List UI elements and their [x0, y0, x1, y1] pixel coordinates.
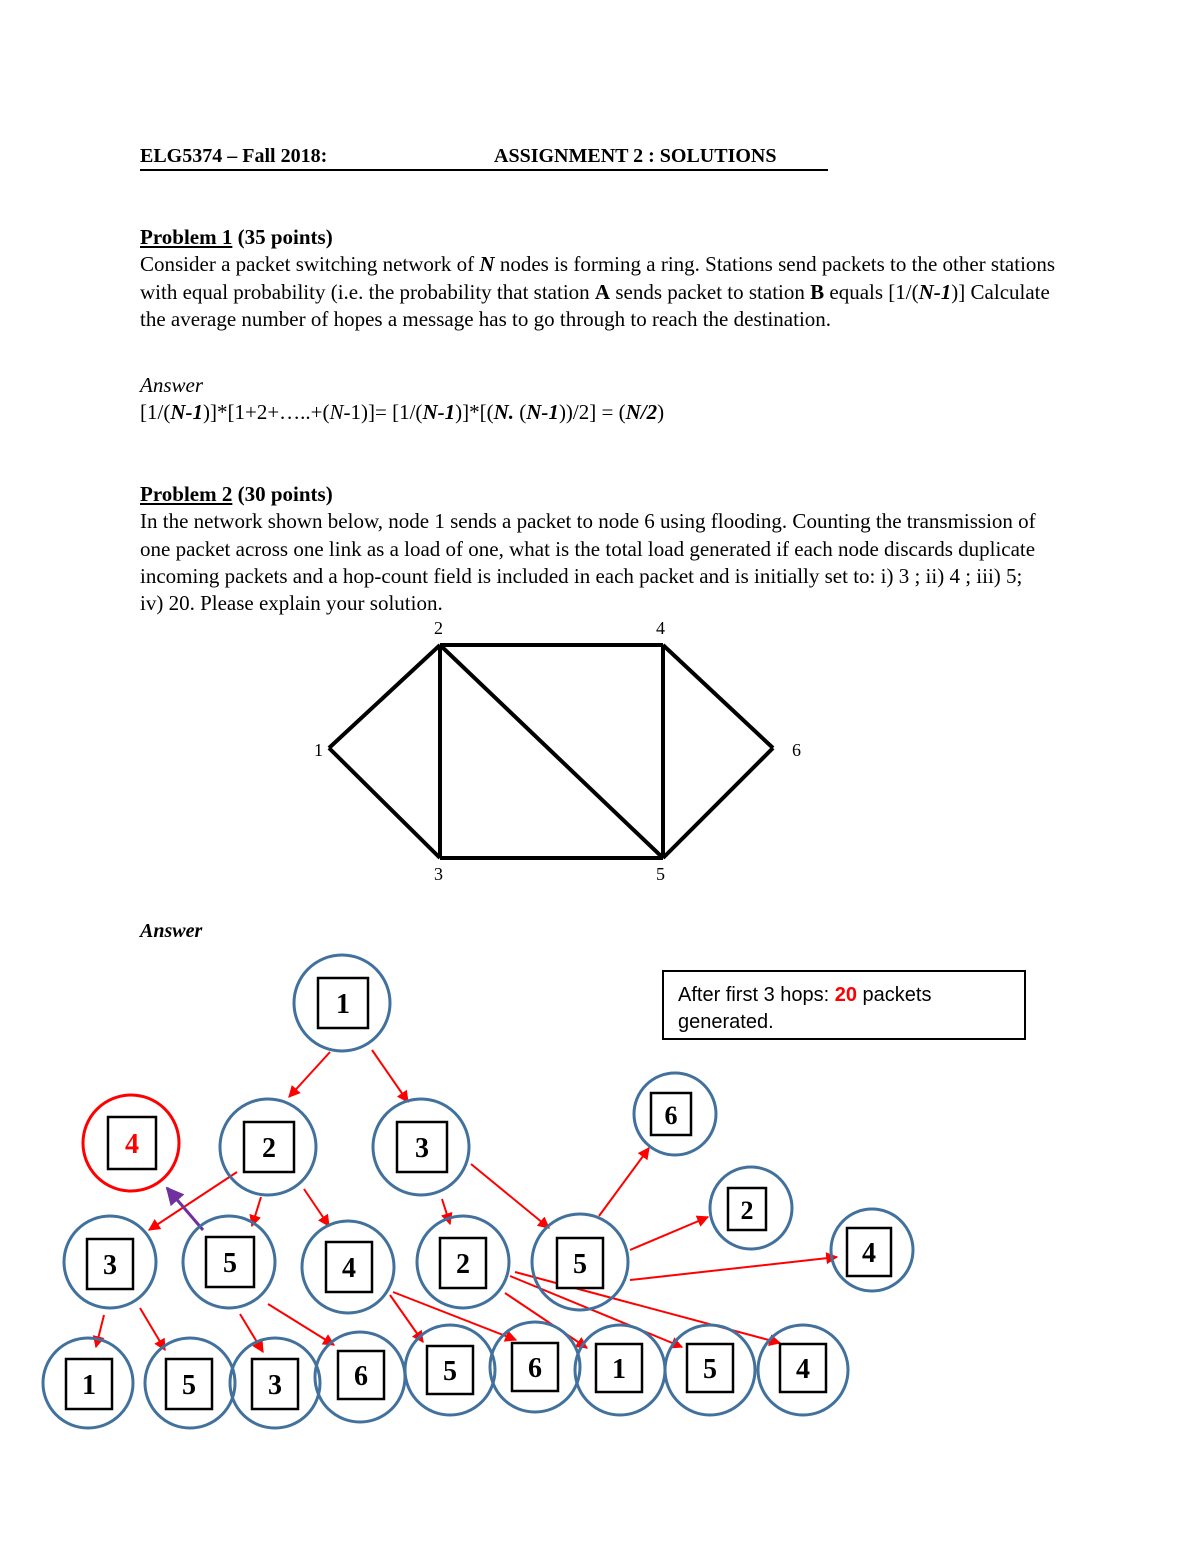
problem-2-answer-label: Answer — [140, 920, 203, 942]
problem-2-text: In the network shown below, node 1 sends a packet to node 6 using flooding. Counting the transmission of one packet across one link as a load of one, what is the total load generated if each node discards duplicate incoming packets and a hop-count field is included in each packet and is initially set to: i) 3 ; ii) 4 ; iii) 5; iv) 20. Please explain your solution. — [140, 509, 1036, 616]
text-segment: N/2 — [625, 400, 658, 425]
graph-node-label-3: 3 — [434, 864, 443, 884]
assignment-title: ASSIGNMENT 2 : SOLUTIONS — [494, 145, 777, 167]
text-segment: [1/( — [140, 400, 171, 425]
result-callout — [662, 970, 1026, 1040]
text-segment: N-1 — [526, 400, 559, 425]
callout-number: 20 — [834, 984, 857, 1006]
graph-node-label-4: 4 — [656, 618, 665, 638]
text-segment: ( — [514, 400, 527, 425]
arrow-4-6 — [393, 1292, 516, 1340]
text-segment: equals [1/( — [824, 279, 919, 304]
problem-2-title: Problem 2 — [140, 482, 233, 506]
text-segment: packets generated. — [678, 984, 932, 1033]
tree-label-l2-d: 2 — [456, 1249, 470, 1280]
text-segment: N. — [493, 400, 515, 425]
text-segment: sends packet to station — [610, 279, 811, 304]
tree-label-l3-8: 5 — [703, 1354, 717, 1385]
tree-label-l2-a: 3 — [103, 1250, 117, 1281]
text-segment: -1)]= [1/( — [343, 400, 423, 425]
tree-label-l3-4: 6 — [354, 1361, 368, 1392]
arrow-5-4 — [630, 1257, 837, 1280]
text-segment: nodes is forming a ring. Stations send packets to the other stations with equal probability (i.e. the probability that station — [140, 252, 1056, 304]
tree-label-l3-6: 6 — [528, 1353, 542, 1384]
tree-label-l2-c: 4 — [342, 1253, 356, 1284]
problem-2-points: (30 points) — [237, 482, 333, 506]
arrow-2-1 — [505, 1293, 587, 1348]
text-segment: N-1 — [918, 279, 952, 304]
problem-1-answer-label: Answer — [140, 373, 203, 398]
graph-node-label-1: 1 — [314, 740, 323, 760]
problem-1-points: (35 points) — [237, 225, 333, 249]
tree-label-l2-b: 5 — [223, 1248, 237, 1279]
tree-label-l3-9: 4 — [796, 1354, 810, 1385]
text-segment: A — [594, 279, 611, 304]
tree-label-side-6: 6 — [664, 1101, 678, 1130]
arrow-discard-5-4 — [167, 1188, 203, 1230]
arrow-1-3 — [372, 1050, 408, 1102]
arrow-5-6 — [599, 1148, 649, 1216]
text-segment: ) — [657, 400, 665, 425]
tree-label-l3-5: 5 — [443, 1356, 457, 1387]
arrow-2-4 — [304, 1189, 329, 1226]
text-segment: B — [810, 279, 825, 304]
text-segment: N-1 — [170, 400, 203, 425]
graph-node-label-2: 2 — [434, 618, 443, 638]
tree-label-discarded: 4 — [125, 1129, 139, 1160]
tree-label-l3-3: 3 — [268, 1370, 282, 1401]
text-segment: N-1 — [422, 400, 456, 425]
graph-node-label-5: 5 — [656, 864, 665, 884]
tree-label-root: 1 — [336, 989, 350, 1020]
tree-label-side-2: 2 — [740, 1196, 754, 1225]
arrow-3-5 — [471, 1164, 549, 1228]
text-segment: )]*[1+2+…..+( — [203, 400, 330, 425]
tree-label-l3-7: 1 — [612, 1354, 626, 1385]
text-segment: After first 3 hops: — [678, 984, 835, 1006]
text-segment: N — [329, 400, 344, 425]
course-title: ELG5374 – Fall 2018: — [140, 145, 328, 167]
tree-label-l3-2: 5 — [182, 1370, 196, 1401]
tree-label-l1-b: 3 — [415, 1133, 429, 1164]
arrow-5-2 — [630, 1217, 708, 1250]
text-segment: )] Calculate the average number of hopes a message has to go through to reach the destination. — [140, 279, 1050, 331]
tree-label-side-4: 4 — [862, 1238, 876, 1269]
text-segment: )]*[( — [455, 400, 494, 425]
text-segment: N — [479, 252, 495, 277]
tree-label-l1-a: 2 — [262, 1133, 276, 1164]
arrow-3-1 — [96, 1315, 104, 1347]
tree-label-l2-e: 5 — [573, 1249, 587, 1280]
problem-1-title: Problem 1 — [140, 225, 233, 249]
text-segment: ))/2] = ( — [558, 400, 626, 425]
arrow-3-5b — [140, 1308, 165, 1350]
arrow-1-2 — [289, 1052, 330, 1097]
tree-label-l3-1: 1 — [82, 1370, 96, 1401]
text-segment: Consider a packet switching network of — [140, 252, 480, 277]
graph-node-label-6: 6 — [792, 740, 801, 760]
